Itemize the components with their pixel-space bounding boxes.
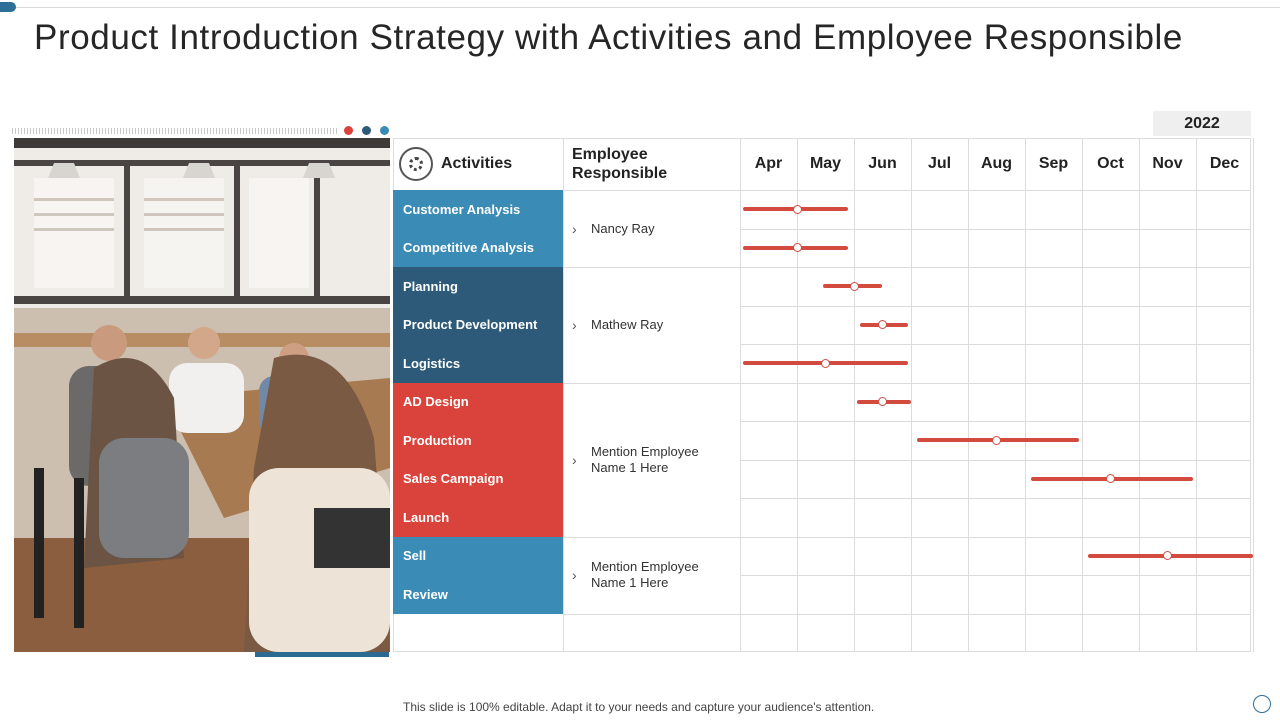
employee-name: Nancy Ray xyxy=(591,220,655,236)
chevron-right-icon: › xyxy=(572,220,577,237)
chevron-right-icon: › xyxy=(572,316,577,333)
activity-product-development: Product Development xyxy=(393,306,563,345)
activity-planning: Planning xyxy=(393,267,563,306)
grid-hline xyxy=(740,498,1251,499)
month-header-may: May xyxy=(809,155,842,172)
month-header-dec: Dec xyxy=(1209,155,1240,172)
month-header-apr: Apr xyxy=(754,155,783,172)
grid-hline xyxy=(740,229,1251,230)
chevron-right-icon: › xyxy=(572,567,577,583)
employee-cell xyxy=(563,537,740,614)
timeline-marker xyxy=(850,282,859,291)
grid-hline xyxy=(563,614,1251,615)
photo-accent-bar xyxy=(255,652,389,657)
activity-customer-analysis: Customer Analysis xyxy=(393,190,563,229)
month-header-jun: Jun xyxy=(868,155,897,172)
activity-review: Review xyxy=(393,575,563,614)
decorative-dot-red xyxy=(344,126,353,135)
decorative-dotted-line xyxy=(12,128,338,134)
timeline-marker xyxy=(793,243,802,252)
activity-ad-design: AD Design xyxy=(393,383,563,422)
employee-name: Mathew Ray xyxy=(591,316,664,332)
grid-hline xyxy=(740,460,1251,461)
employee-name: Mention Employee Name 1 Here xyxy=(591,443,699,475)
slide-title: Product Introduction Strategy with Activities and Employee Responsible xyxy=(34,18,1183,57)
activity-launch: Launch xyxy=(393,498,563,537)
decorative-dot-navy xyxy=(362,126,371,135)
grid-hline xyxy=(740,344,1251,345)
year-label: 2022 xyxy=(1153,111,1251,136)
employee-cell xyxy=(563,267,740,383)
month-header-jul: Jul xyxy=(927,155,952,172)
timeline-marker xyxy=(992,436,1001,445)
decorative-dot-blue xyxy=(380,126,389,135)
month-header-oct: Oct xyxy=(1097,155,1124,172)
timeline-marker xyxy=(821,359,830,368)
grid-hline xyxy=(740,575,1251,576)
timeline-marker xyxy=(793,205,802,214)
grid-hline xyxy=(740,421,1251,422)
month-header-sep: Sep xyxy=(1038,155,1069,172)
activities-header-label: Activities xyxy=(441,155,513,172)
settings-gear-icon xyxy=(399,147,433,181)
activity-sales-campaign: Sales Campaign xyxy=(393,460,563,499)
activity-logistics: Logistics xyxy=(393,344,563,383)
corner-circle-icon xyxy=(1253,695,1271,713)
employee-cell xyxy=(563,383,740,537)
employee-header: Employee Responsible xyxy=(572,146,668,182)
team-meeting-photo xyxy=(14,138,390,652)
top-divider xyxy=(0,7,1280,8)
chevron-right-icon: › xyxy=(572,451,577,468)
activity-competitive-analysis: Competitive Analysis xyxy=(393,229,563,268)
grid-vline xyxy=(1253,138,1254,652)
footer-note: This slide is 100% editable. Adapt it to your needs and capture your audience's attention. xyxy=(403,700,875,714)
activity-production: Production xyxy=(393,421,563,460)
activities-header xyxy=(393,138,563,190)
employee-cell xyxy=(563,190,740,267)
grid-hline xyxy=(740,306,1251,307)
month-header-nov: Nov xyxy=(1152,155,1183,172)
activity-sell: Sell xyxy=(393,537,563,576)
month-header-aug: Aug xyxy=(980,155,1013,172)
top-accent-dot xyxy=(0,2,16,12)
employee-name: Mention Employee Name 1 Here xyxy=(591,559,699,590)
